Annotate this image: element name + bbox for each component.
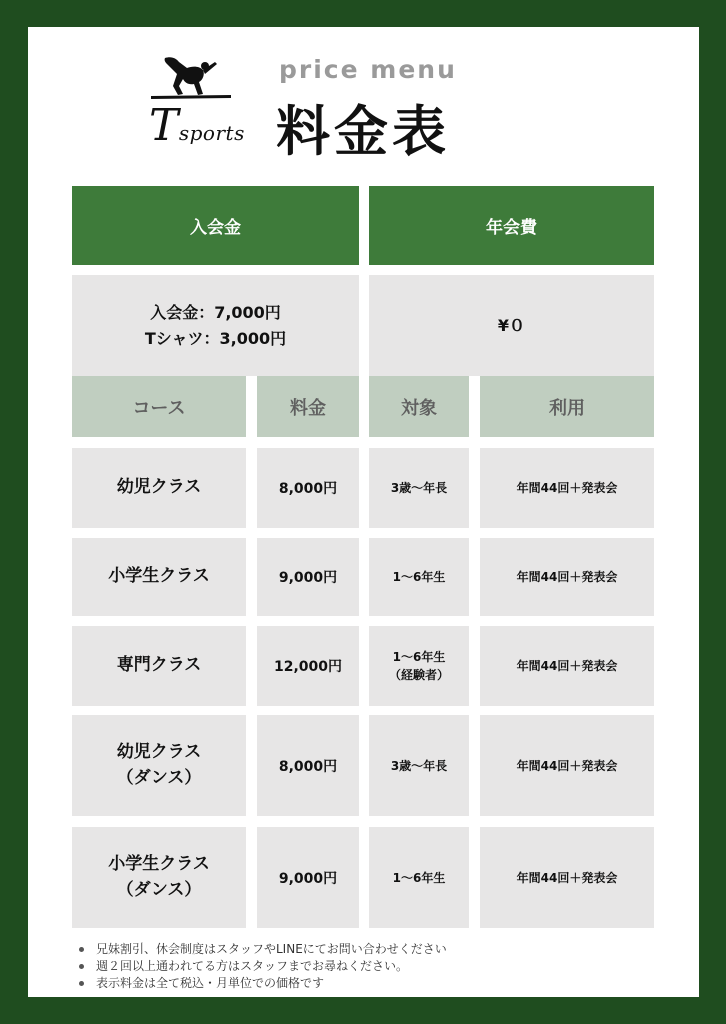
course-price-cell [257, 538, 359, 616]
column-header-usage: 利用 [480, 376, 654, 437]
annual-fee-header: 年会費 [369, 186, 654, 265]
tshirt-fee-text: Tシャツ：3,000円 [144, 328, 287, 348]
course-usage-cell [480, 538, 654, 616]
course-usage-cell [480, 827, 654, 928]
course-name-cell [72, 827, 246, 928]
course-name: 小学生クラス [108, 566, 210, 587]
notes-list [76, 941, 447, 992]
course-usage: 年間44回＋発表会 [516, 659, 618, 673]
price-sheet [28, 27, 699, 997]
course-name: 幼児クラス [116, 742, 202, 762]
course-target-cell [369, 827, 469, 928]
course-name-cell [72, 448, 246, 528]
course-name: 幼児クラス [116, 477, 202, 498]
course-price: 9,000円 [278, 570, 338, 586]
column-header-price: 料金 [257, 376, 359, 437]
course-price: 9,000円 [278, 870, 338, 887]
course-price: 8,000円 [278, 758, 338, 775]
course-name-cell [72, 538, 246, 616]
course-target: （経験者） [388, 668, 449, 682]
enrollment-fee-cell [72, 275, 359, 376]
course-price-cell [257, 626, 359, 706]
column-header-course: コース [72, 376, 246, 437]
page-subtitle: price menu [279, 55, 457, 84]
enrollment-fee-header: 入会金 [72, 186, 359, 265]
course-target: 3歳〜年長 [390, 481, 448, 495]
course-name: （ダンス） [116, 767, 202, 788]
course-usage: 年間44回＋発表会 [516, 481, 618, 495]
annual-fee-value: ¥０ [369, 275, 654, 376]
course-target-cell [369, 448, 469, 528]
course-target: 1〜6年生 [392, 870, 446, 885]
course-price-cell [257, 448, 359, 528]
note-item: 表示料金は全て税込・月単位での価格です [76, 975, 447, 992]
page-title: 料金表 [276, 100, 450, 163]
course-target-cell [369, 626, 469, 706]
course-usage-cell [480, 715, 654, 816]
course-target: 3歳〜年長 [390, 758, 448, 773]
course-usage: 年間44回＋発表会 [516, 570, 618, 584]
note-item: 週２回以上通われてる方はスタッフまでお尋ねください。 [76, 958, 447, 975]
course-target-cell [369, 715, 469, 816]
t-sports-logo [143, 52, 265, 160]
column-header-target: 対象 [369, 376, 469, 437]
course-name: （ダンス） [116, 879, 202, 900]
course-price-cell [257, 715, 359, 816]
logo-wordmark: Tsports [149, 100, 245, 151]
course-price: 12,000円 [273, 659, 343, 675]
course-target: 1〜6年生 [392, 570, 446, 584]
course-name: 専門クラス [116, 655, 202, 676]
enrollment-fee-text: 入会金：7,000円 [150, 302, 281, 322]
course-name-cell [72, 626, 246, 706]
course-usage: 年間44回＋発表会 [516, 758, 618, 773]
note-item: 兄妹割引、休会制度はスタッフやLINEにてお問い合わせください [76, 941, 447, 958]
course-usage-cell [480, 448, 654, 528]
course-name-cell [72, 715, 246, 816]
course-usage-cell [480, 626, 654, 706]
course-usage: 年間44回＋発表会 [516, 870, 618, 885]
course-target: 1〜6年生 [392, 650, 446, 664]
course-price: 8,000円 [278, 481, 338, 497]
course-price-cell [257, 827, 359, 928]
course-target-cell [369, 538, 469, 616]
course-name: 小学生クラス [108, 854, 210, 874]
